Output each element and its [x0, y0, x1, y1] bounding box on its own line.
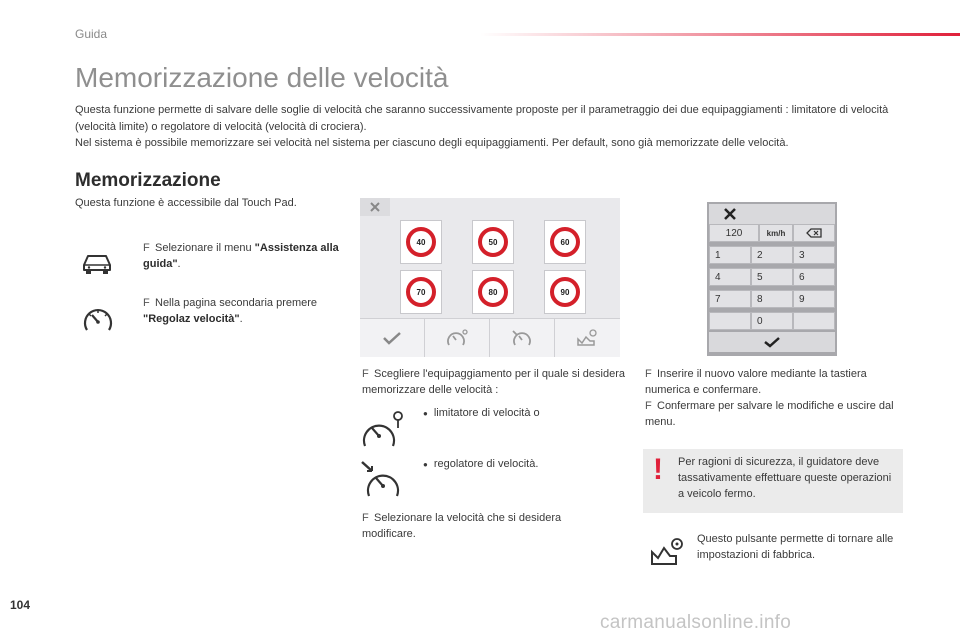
warning-icon: ! — [653, 453, 663, 486]
factory-reset-icon — [650, 536, 686, 566]
step-enter-value: F Inserire il nuovo valore mediante la tastiera numerica e confermare. — [645, 368, 867, 396]
menu-name-assistenza: "Assistenza alla guida" — [143, 242, 339, 270]
screen-bottom-bar — [360, 318, 620, 357]
keypad-key[interactable]: 7 — [709, 290, 751, 308]
keypad-key[interactable]: 8 — [751, 290, 793, 308]
limiter-tab[interactable] — [425, 319, 490, 357]
speed-preset-button[interactable] — [400, 270, 442, 314]
keypad-key[interactable]: 2 — [751, 246, 793, 264]
speed-limit-sign: 50 — [478, 227, 508, 257]
page-title: Memorizzazione delle velocità — [75, 62, 449, 93]
limiter-icon — [446, 329, 468, 347]
keypad-key[interactable]: 0 — [751, 312, 793, 330]
cruise-control-icon — [360, 460, 404, 500]
step-flag: F — [645, 400, 652, 412]
header-accent-bar — [480, 33, 960, 36]
close-icon — [724, 208, 736, 220]
backspace-icon — [806, 228, 822, 238]
cruise-control-tab[interactable] — [490, 319, 555, 357]
intro-paragraph-1: Questa funzione permette di salvare delle soglie di velocità che saranno successivamente proposte per il parametraggio dei due equipaggiamenti : limitatore di velocità (velocità limite) o regolatore di velocità (velocità di crociera). — [75, 104, 889, 133]
intro-paragraph-2: Nel sistema è possibile memorizzare sei velocità nel sistema per ciascuno degli equipaggiamenti. Per default, sono già memorizzate delle velocità. — [75, 137, 789, 149]
watermark: carmanualsonline.info — [600, 612, 792, 633]
keypad-blank — [709, 312, 751, 330]
step-flag: F — [143, 297, 150, 309]
step-choose-equipment: F Scegliere l'equipaggiamento per il quale si desidera memorizzare delle velocità : — [362, 368, 625, 396]
keypad-confirm-button[interactable] — [709, 332, 835, 352]
section-label: Guida — [75, 27, 108, 41]
cruise-control-icon — [511, 329, 533, 347]
speed-preset-button[interactable] — [472, 270, 514, 314]
reset-button[interactable] — [555, 319, 619, 357]
page-number: 104 — [10, 598, 31, 612]
speed-memory-screen — [360, 198, 620, 356]
confirm-button[interactable] — [360, 319, 425, 357]
speed-preset-button[interactable] — [544, 270, 586, 314]
keypad-key[interactable]: 6 — [793, 268, 835, 286]
bullet-limiter: ● limitatore di velocità o — [423, 407, 540, 419]
speed-limit-sign: 90 — [550, 277, 580, 307]
step-flag: F — [143, 242, 150, 254]
keypad-key[interactable]: 9 — [793, 290, 835, 308]
keypad-top-bar — [709, 204, 835, 224]
speed-limit-sign: 60 — [550, 227, 580, 257]
keypad-key[interactable]: 5 — [751, 268, 793, 286]
warning-text: Per ragioni di sicurezza, il guidatore deve tassativamente effettuare queste operazioni a veicolo fermo. — [678, 456, 892, 500]
check-icon — [382, 331, 402, 345]
bullet-cruise-control: ● regolatore di velocità. — [423, 458, 539, 470]
reset-note: Questo pulsante permette di tornare alle impostazioni di fabbrica. — [697, 533, 894, 561]
limiter-icon — [360, 410, 406, 450]
step-select-menu: F Selezionare il menu "Assistenza alla guida". — [143, 242, 339, 270]
speed-preset-button[interactable] — [472, 220, 514, 264]
keypad-key[interactable]: 1 — [709, 246, 751, 264]
keypad-blank — [793, 312, 835, 330]
reset-icon — [576, 329, 598, 347]
backspace-button[interactable] — [793, 224, 835, 242]
keypad-key[interactable]: 4 — [709, 268, 751, 286]
speed-limit-sign: 80 — [478, 277, 508, 307]
close-button[interactable] — [713, 205, 747, 223]
touchpad-note: Questa funzione è accessibile dal Touch Pad. — [75, 197, 297, 209]
check-icon — [763, 336, 781, 348]
step-open-subpage: F Nella pagina secondaria premere "Regolaz velocità". — [143, 297, 318, 325]
step-confirm-save: F Confermare per salvare le modifiche e uscire dal menu. — [645, 400, 894, 428]
step-flag: F — [645, 368, 652, 380]
close-button[interactable] — [360, 198, 390, 216]
step-flag: F — [362, 368, 369, 380]
speed-value-field[interactable]: 120 — [709, 224, 759, 242]
car-icon — [80, 251, 114, 275]
keypad-key[interactable]: 3 — [793, 246, 835, 264]
intro-text — [75, 102, 905, 152]
safety-warning-box — [643, 449, 903, 513]
speed-limit-sign: 70 — [406, 277, 436, 307]
unit-label: km/h — [759, 224, 793, 242]
speed-limit-sign: 40 — [406, 227, 436, 257]
step-select-speed: F Selezionare la velocità che si desidera modificare. — [362, 512, 562, 540]
speedometer-icon — [82, 306, 114, 334]
menu-name-regolaz: "Regolaz velocità" — [143, 313, 240, 325]
speed-preset-button[interactable] — [400, 220, 442, 264]
speed-preset-button[interactable] — [544, 220, 586, 264]
step-flag: F — [362, 512, 369, 524]
section-title: Memorizzazione — [75, 170, 221, 191]
numeric-keypad-screen — [707, 202, 837, 356]
